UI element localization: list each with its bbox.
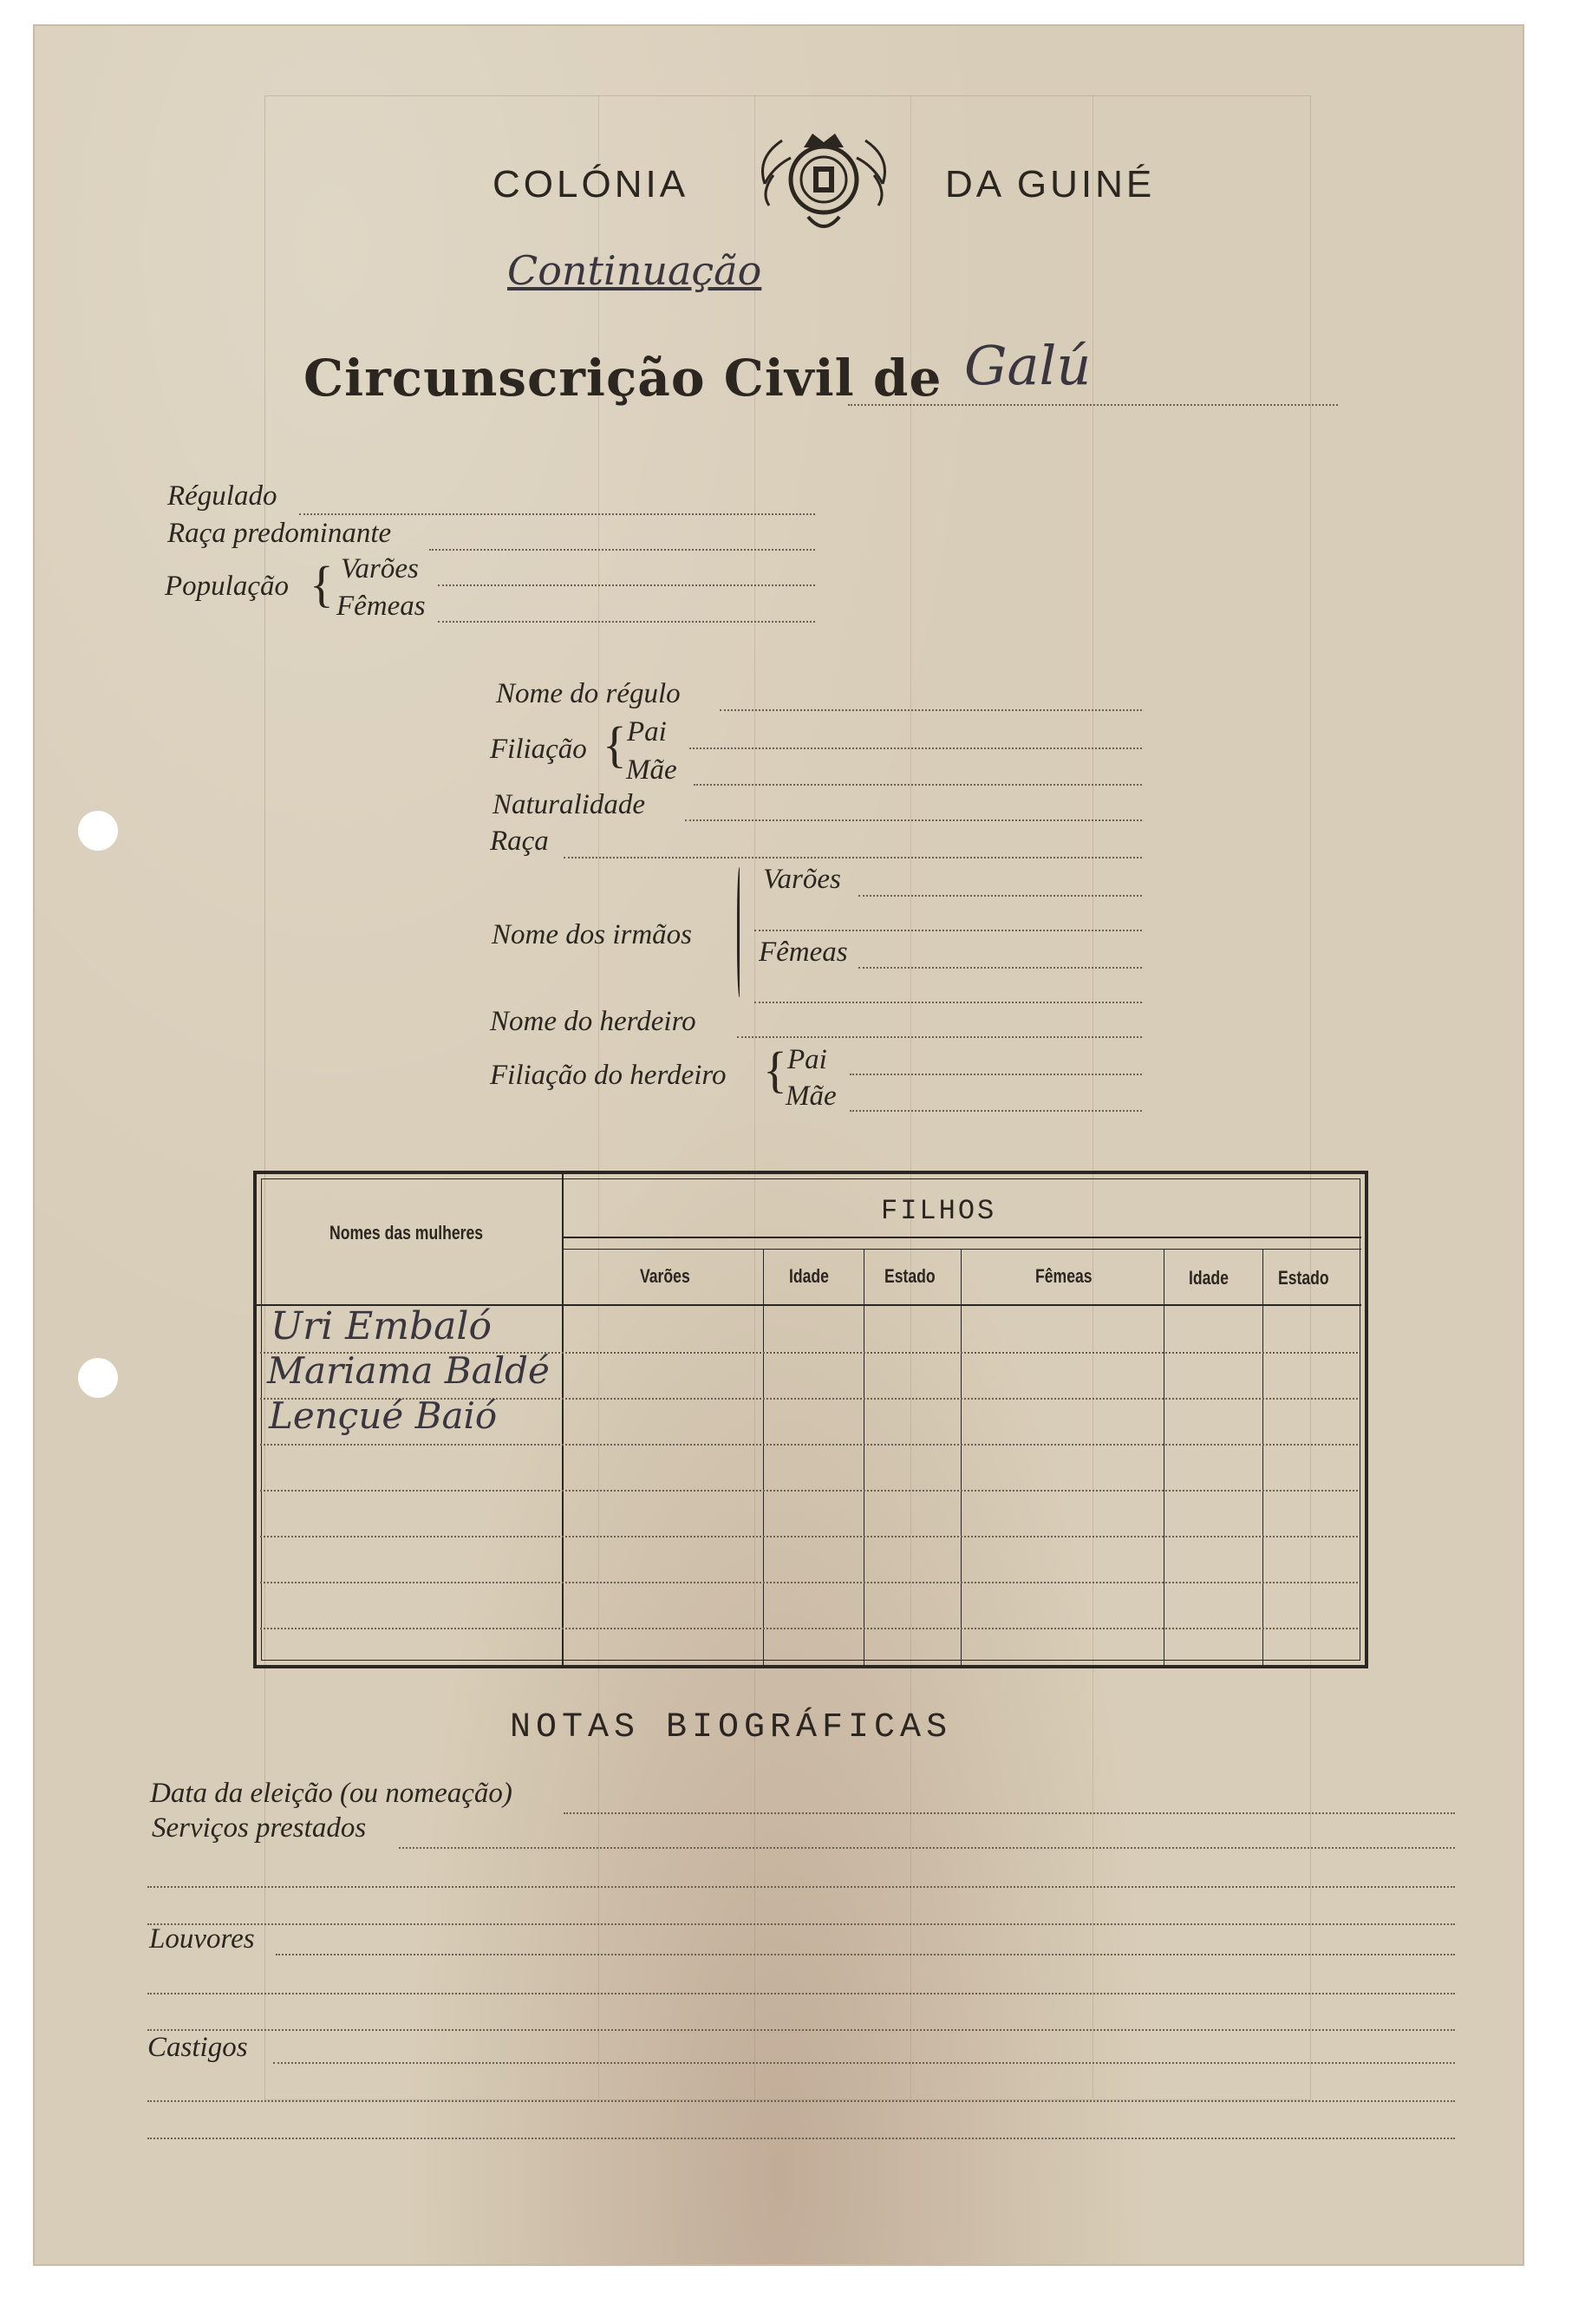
coat-of-arms-icon: [747, 123, 900, 245]
populacao-label: População: [165, 571, 289, 602]
punch-hole: [78, 1358, 118, 1398]
raca-label: Raça: [490, 826, 549, 857]
col-femeas: Fêmeas: [1035, 1265, 1093, 1287]
castigos-line-3: [147, 2138, 1455, 2139]
louvores-label: Louvores: [149, 1923, 255, 1955]
table-row: [260, 1628, 1358, 1629]
filiacao-pai-label: Pai: [627, 716, 667, 747]
castigos-label: Castigos: [147, 2032, 248, 2063]
castigos-line: [273, 2062, 1455, 2064]
irmaos-brace: [737, 867, 743, 997]
louvores-line-3: [147, 2029, 1455, 2031]
colonia-title: COLÓNIA: [492, 163, 689, 206]
louvores-line-2: [147, 1993, 1455, 1994]
col-varoes: Varões: [640, 1265, 690, 1287]
irmaos-femeas-label: Fêmeas: [759, 937, 848, 968]
filiacao-mae-line: [694, 784, 1142, 786]
naturalidade-line: [685, 819, 1142, 821]
nome-regulo-label: Nome do régulo: [496, 678, 681, 709]
woman-name-2: Mariama Baldé: [267, 1349, 550, 1392]
irmaos-femeas-line-2: [754, 1002, 1142, 1003]
nome-herdeiro-line: [737, 1036, 1142, 1038]
servicos-line-3: [147, 1923, 1455, 1925]
circunscricao-line: [848, 404, 1338, 406]
irmaos-varoes-line: [858, 895, 1142, 897]
table-row: [260, 1582, 1358, 1583]
nome-herdeiro-label: Nome do herdeiro: [490, 1006, 696, 1037]
col-idade-2: Idade: [1189, 1267, 1229, 1289]
data-eleicao-line: [564, 1812, 1455, 1814]
brace: {: [763, 1041, 787, 1098]
regulado-label: Régulado: [167, 480, 277, 512]
pop-femeas-label: Fêmeas: [336, 591, 426, 622]
filiacao-mae-label: Mãe: [626, 754, 677, 786]
servicos-line-2: [147, 1886, 1455, 1888]
circunscricao-value: Galú: [964, 334, 1092, 397]
brace: {: [603, 716, 627, 773]
col-idade-1: Idade: [789, 1265, 829, 1287]
nome-irmaos-label: Nome dos irmãos: [492, 919, 693, 950]
col-estado-1: Estado: [884, 1265, 936, 1287]
notas-title: NOTAS BIOGRÁFICAS: [510, 1708, 953, 1747]
herdeiro-pai-label: Pai: [787, 1044, 827, 1075]
punch-hole: [78, 811, 118, 851]
irmaos-varoes-line-2: [754, 930, 1142, 931]
filiacao-pai-line: [689, 747, 1142, 749]
irmaos-femeas-line: [858, 967, 1142, 969]
pop-varoes-label: Varões: [341, 553, 419, 584]
pop-varoes-line: [438, 584, 815, 586]
castigos-line-2: [147, 2100, 1455, 2102]
raca-predominante-label: Raça predominante: [167, 518, 392, 549]
table-row: [260, 1490, 1358, 1492]
raca-line: [564, 857, 1142, 858]
data-eleicao-label: Data da eleição (ou nomeação): [150, 1778, 512, 1809]
circunscricao-label: Circunscrição Civil de: [303, 349, 943, 408]
herdeiro-pai-line: [850, 1074, 1142, 1075]
woman-name-3: Lençué Baió: [269, 1394, 498, 1437]
col-nomes-mulheres: Nomes das mulheres: [329, 1222, 484, 1244]
raca-predominante-line: [429, 549, 815, 551]
irmaos-varoes-label: Varões: [763, 864, 841, 895]
guine-title: DA GUINÉ: [945, 163, 1156, 206]
louvores-line: [276, 1954, 1455, 1955]
regulado-line: [299, 513, 815, 515]
herdeiro-mae-label: Mãe: [786, 1080, 837, 1112]
nome-regulo-line: [720, 709, 1142, 711]
filiacao-label: Filiação: [490, 734, 587, 765]
table-row: [260, 1444, 1358, 1446]
pop-femeas-line: [438, 621, 815, 623]
naturalidade-label: Naturalidade: [492, 789, 646, 820]
woman-name-1: Uri Embaló: [271, 1304, 492, 1348]
handwritten-continuacao: Continuação: [507, 247, 762, 294]
filhos-header: FILHOS: [881, 1195, 997, 1227]
herdeiro-mae-line: [850, 1110, 1142, 1112]
servicos-line: [399, 1847, 1455, 1849]
servicos-label: Serviços prestados: [152, 1812, 367, 1844]
col-estado-2: Estado: [1278, 1267, 1329, 1289]
filhos-table: [253, 1171, 1368, 1668]
filiacao-herdeiro-label: Filiação do herdeiro: [490, 1060, 727, 1091]
table-row: [260, 1536, 1358, 1537]
brace: {: [310, 556, 334, 612]
